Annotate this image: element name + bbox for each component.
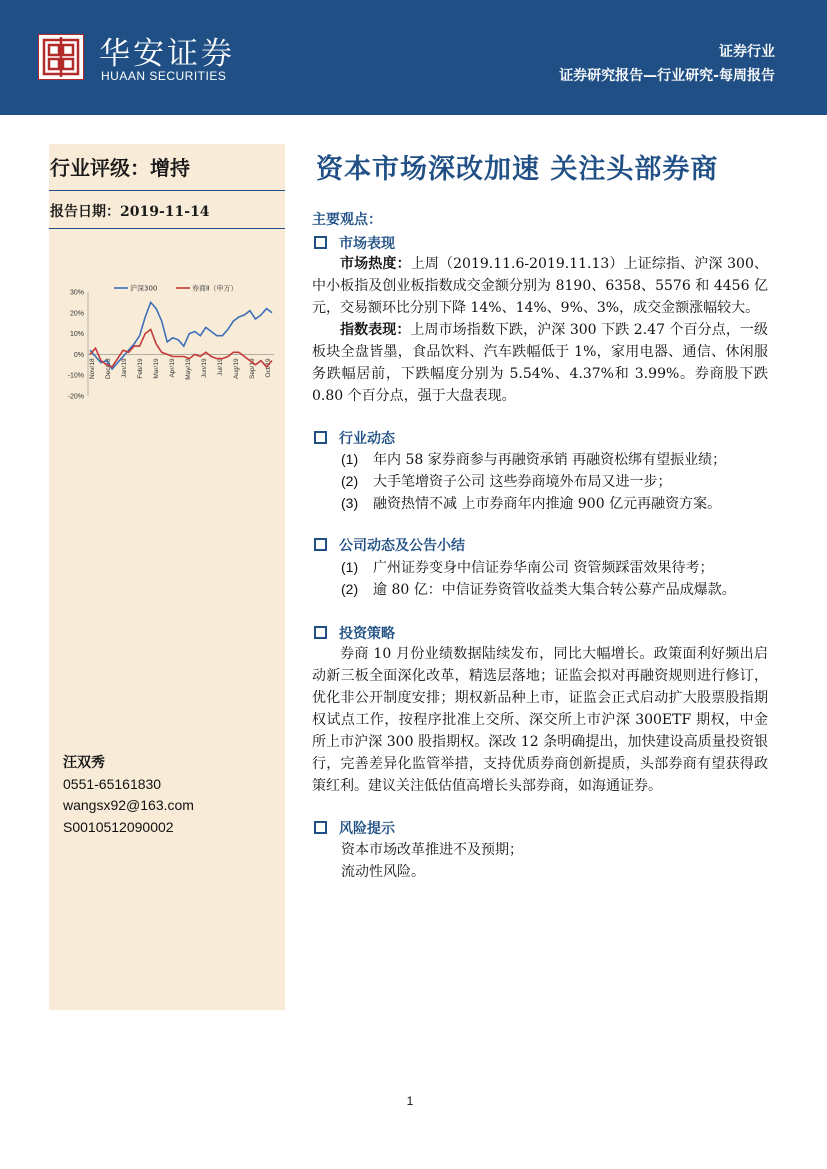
series-line-1 (90, 329, 272, 367)
analyst-name: 汪双秀 (63, 755, 105, 771)
list-item: (3) 融资热情不减 上市券商年内推逾 900 亿元再融资方案。 (341, 495, 722, 512)
checkbox-bullet-icon (314, 538, 327, 551)
x-tick-label: Apr/19 (169, 358, 176, 378)
checkbox-bullet-icon (314, 431, 327, 444)
x-tick-label: Jan/19 (121, 358, 128, 378)
legend-label: 沪深300 (130, 284, 158, 293)
y-tick-label: 30% (69, 289, 84, 297)
x-tick-label: Nov/18 (89, 358, 96, 380)
report-type-label: 证券研究报告—行业研究-每周报告 (559, 68, 775, 84)
x-tick-label: Mar/19 (153, 358, 160, 379)
x-tick-label: Jul/19 (217, 358, 224, 376)
page-number: 1 (406, 1094, 414, 1108)
x-tick-label: Oct/19 (265, 358, 272, 378)
x-tick-label: Dec/18 (105, 358, 112, 380)
section-heading-company: 公司动态及公告小结 (314, 535, 465, 555)
y-tick-label: 10% (69, 331, 84, 339)
industry-label: 证券行业 (719, 44, 775, 60)
market-heat-paragraph: 市场热度：上周（2019.11.6-2019.11.13）上证综指、沪深 300、中小板指及创业板指数成交金额分别为 8190、6358、5576 和 4456 亿元，交易额环比分别下降 14%、14%、9%、3%，成交金额涨幅较大。 (312, 256, 769, 316)
y-tick-label: 20% (69, 310, 84, 318)
chart-svg (56, 278, 282, 406)
risk-item: 资本市场改革推进不及预期； (341, 842, 523, 858)
logo-english-name: HUAAN SECURITIES (101, 69, 227, 83)
analyst-phone: 0551-65161830 (63, 776, 162, 792)
section-heading-market: 市场表现 (314, 233, 395, 253)
risk-item: 流动性风险。 (341, 864, 425, 880)
logo-chinese-name: 华安证券 (99, 36, 235, 72)
index-performance-paragraph: 指数表现：上周市场指数下跌，沪深 300 下跌 2.47 个百分点，一级板块全盘皆墨，食品饮料、汽车跌幅低于 1%，家用电器、通信、休闲服务跌幅居前，下跌幅度分别为 5.54%、4.37%和 3.99%。券商股下跌 0.80 个百分点，强于大盘表现。 (312, 322, 769, 404)
summary-label: 主要观点： (312, 212, 382, 228)
x-tick-label: Aug/19 (233, 358, 240, 380)
divider (49, 190, 285, 191)
performance-chart (56, 278, 282, 406)
list-item: (2) 大手笔增资子公司 这些券商境外布局又进一步； (341, 473, 672, 490)
x-tick-label: May/19 (185, 358, 192, 380)
y-tick-label: -10% (67, 372, 84, 380)
divider (49, 228, 285, 229)
report-title: 资本市场深改加速 关注头部券商 (316, 154, 719, 185)
analyst-email[interactable]: wangsx92@163.com (63, 797, 194, 813)
y-tick-label: -20% (67, 393, 84, 401)
x-tick-label: Jun/19 (201, 358, 208, 378)
x-tick-label: Feb/19 (137, 358, 144, 379)
x-tick-label: Sep/19 (249, 358, 256, 380)
list-item: (2) 逾 80 亿：中信证券资管收益类大集合转公募产品成爆款。 (341, 581, 736, 598)
checkbox-bullet-icon (314, 626, 327, 639)
huaan-logo-icon (38, 34, 84, 80)
report-date: 报告日期：2019-11-14 (50, 204, 210, 220)
y-tick-label: 0% (73, 351, 84, 359)
industry-rating: 行业评级：增持 (50, 156, 190, 180)
section-heading-industry: 行业动态 (314, 428, 395, 448)
checkbox-bullet-icon (314, 236, 327, 249)
sidebar-panel (49, 144, 285, 1010)
section-heading-risk: 风险提示 (314, 818, 395, 838)
list-item: (1) 广州证券变身中信证券华南公司 资管频踩雷效果待考； (341, 559, 714, 576)
list-item: (1) 年内 58 家券商参与再融资承销 再融资松绑有望振业绩； (341, 451, 727, 468)
strategy-paragraph: 券商 10 月份业绩数据陆续发布，同比大幅增长。政策面利好频出启动新三板全面深化改革，精选层落地；证监会拟对再融资规则进行修订，优化非公开制度安排；期权新品种上市，证监会正式启动扩大股票股指期权试点工作，按程序批准上交所、深交所上市沪深 300ETF 期权，中金所上市沪深 300 股指期权。深改 12 条明确提出，加快建设高质量投资银行，完善差异化监管举措，支持优质券商创新提质，头部券商有望获得政策红利。建议关注低估值高增长头部券商，如海通证券。 (312, 646, 768, 794)
report-header (0, 0, 827, 115)
checkbox-bullet-icon (314, 821, 327, 834)
analyst-license: S0010512090002 (63, 819, 174, 835)
legend-label: 券商Ⅱ（申万） (192, 284, 238, 293)
section-heading-strategy: 投资策略 (314, 623, 395, 643)
